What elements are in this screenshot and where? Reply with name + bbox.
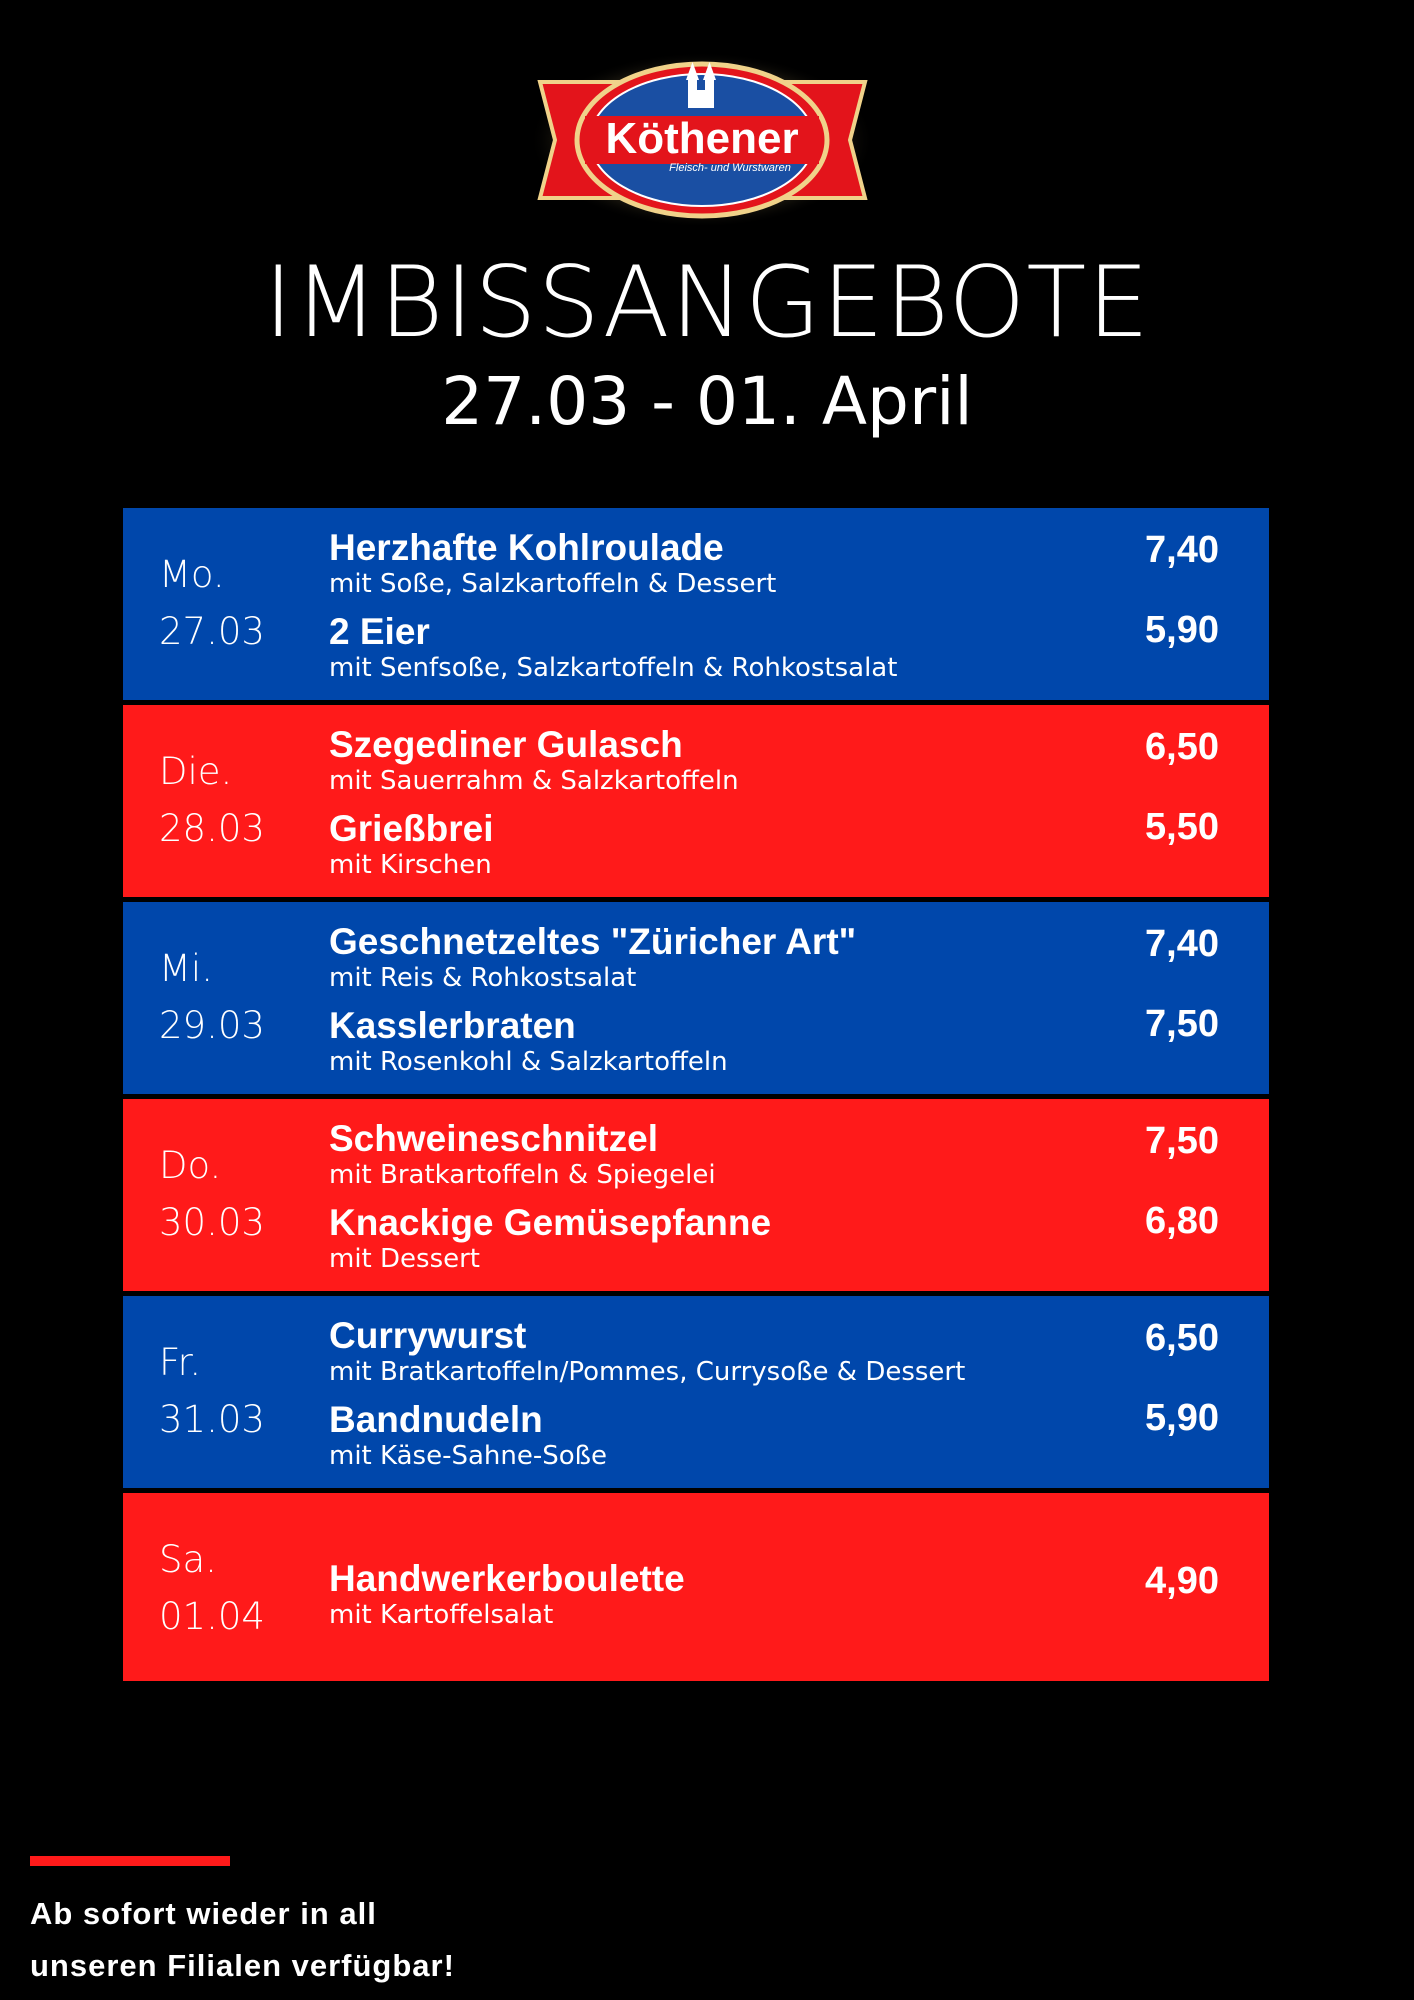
footer-line: unseren Filialen verfügbar! — [30, 1948, 455, 1983]
brand-logo — [530, 50, 875, 225]
day-row-saturday — [123, 1493, 1269, 1681]
day-date: 31.03 — [159, 1398, 265, 1441]
dish-description: mit Rosenkohl & Salzkartoffeln — [329, 1047, 728, 1077]
day-date: 01.04 — [159, 1595, 265, 1638]
dish — [329, 1559, 1109, 1631]
page-title: IMBISSANGEBOTE — [263, 246, 1151, 360]
dish-description: mit Dessert — [329, 1244, 480, 1274]
dish — [329, 1006, 1109, 1078]
dish-price: 7,40 — [1145, 529, 1219, 571]
dish — [329, 1400, 1109, 1472]
footer-notice — [30, 1888, 630, 1992]
dish — [329, 809, 1109, 881]
dish-price: 7,40 — [1145, 923, 1219, 965]
dish-price: 7,50 — [1145, 1120, 1219, 1162]
dish-name: Grießbrei — [329, 808, 494, 849]
dish — [329, 725, 1109, 797]
dish-price: 6,50 — [1145, 726, 1219, 768]
day-name: Die. — [159, 750, 233, 793]
dish-price: 6,50 — [1145, 1317, 1219, 1359]
day-row-tuesday — [123, 705, 1269, 897]
brand-tagline: Fleisch- und Wurstwaren — [669, 162, 791, 174]
day-name: Mi. — [159, 947, 213, 990]
dish-name: Geschnetzeltes "Züricher Art" — [329, 921, 857, 962]
day-row-thursday — [123, 1099, 1269, 1291]
menu-table — [123, 508, 1269, 1686]
day-name: Sa. — [159, 1538, 217, 1581]
day-name: Do. — [159, 1144, 222, 1187]
dish-description: mit Bratkartoffeln & Spiegelei — [329, 1160, 716, 1190]
dish-description: mit Käse-Sahne-Soße — [329, 1441, 608, 1471]
day-name: Mo. — [159, 553, 225, 596]
dish — [329, 528, 1109, 600]
dish-price: 6,80 — [1145, 1200, 1219, 1242]
footer-line: Ab sofort wieder in all — [30, 1896, 377, 1931]
dish-name: 2 Eier — [329, 611, 430, 652]
dish-description: mit Kirschen — [329, 850, 492, 880]
dish — [329, 922, 1109, 994]
day-row-friday — [123, 1296, 1269, 1488]
dish-name: Herzhafte Kohlroulade — [329, 527, 724, 568]
day-row-wednesday — [123, 902, 1269, 1094]
dish-name: Currywurst — [329, 1315, 527, 1356]
dish-price: 5,90 — [1145, 1397, 1219, 1439]
dish-price: 4,90 — [1145, 1560, 1219, 1602]
offer-period: 27.03 - 01. April — [441, 363, 973, 440]
day-date: 28.03 — [159, 807, 265, 850]
dish-name: Knackige Gemüsepfanne — [329, 1202, 772, 1243]
dish-price: 5,50 — [1145, 806, 1219, 848]
day-date: 29.03 — [159, 1004, 265, 1047]
brand-name: Köthener — [605, 114, 799, 163]
dish-name: Kasslerbraten — [329, 1005, 576, 1046]
dish-description: mit Bratkartoffeln/Pommes, Currysoße & Dessert — [329, 1357, 966, 1387]
dish-description: mit Sauerrahm & Salzkartoffeln — [329, 766, 739, 796]
footer-accent-bar — [30, 1856, 230, 1866]
day-row-monday — [123, 508, 1269, 700]
dish-name: Handwerkerboulette — [329, 1558, 685, 1599]
dish — [329, 612, 1109, 684]
dish-name: Szegediner Gulasch — [329, 724, 683, 765]
dish — [329, 1316, 1109, 1388]
dish-name: Schweineschnitzel — [329, 1118, 658, 1159]
dish-name: Bandnudeln — [329, 1399, 543, 1440]
dish-description: mit Reis & Rohkostsalat — [329, 963, 637, 993]
dish-description: mit Senfsoße, Salzkartoffeln & Rohkostsalat — [329, 653, 898, 683]
day-date: 30.03 — [159, 1201, 265, 1244]
dish-description: mit Soße, Salzkartoffeln & Dessert — [329, 569, 777, 599]
dish-price: 5,90 — [1145, 609, 1219, 651]
dish-description: mit Kartoffelsalat — [329, 1600, 554, 1630]
dish-price: 7,50 — [1145, 1003, 1219, 1045]
dish — [329, 1203, 1109, 1275]
dish — [329, 1119, 1109, 1191]
day-name: Fr. — [159, 1341, 202, 1384]
day-date: 27.03 — [159, 610, 265, 653]
